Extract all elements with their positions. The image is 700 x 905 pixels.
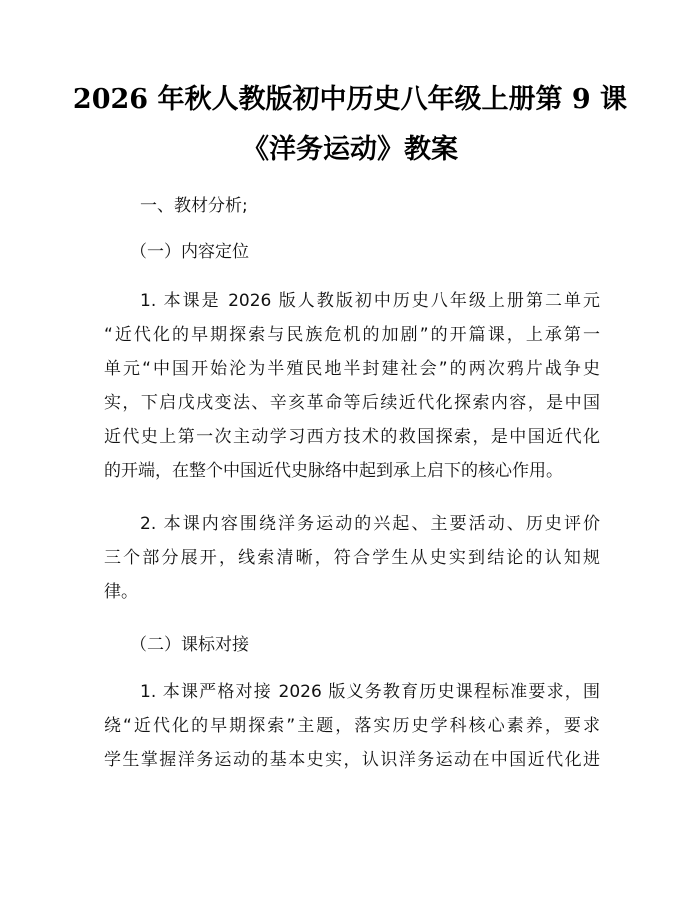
paragraph-line: 绕“近代化的早期探索”主题，落实历史学科核心素养，要求 — [104, 716, 600, 736]
paragraph-line: 单元“中国开始沦为半殖民地半封建社会”的两次鸦片战争史 — [104, 359, 600, 379]
paragraph-content-positioning-2 — [104, 507, 600, 609]
paragraph-content-positioning-1 — [104, 284, 600, 488]
subsection-heading-curriculum-alignment: （二）课标对接 — [130, 635, 249, 655]
paragraph-line: 1. 本课是 2026 版人教版初中历史八年级上册第二单元 — [140, 291, 600, 311]
document-title-line-1: 2026 年秋人教版初中历史八年级上册第 9 课 — [72, 84, 628, 115]
paragraph-curriculum-alignment-1 — [104, 675, 600, 777]
paragraph-line: 2. 本课内容围绕洋务运动的兴起、主要活动、历史评价 — [140, 514, 600, 534]
section-heading-textbook-analysis: 一、教材分析; — [140, 196, 248, 216]
document-title-line-2: 《洋务运动》教案 — [242, 134, 458, 165]
paragraph-line: 三个部分展开，线索清晰，符合学生从史实到结论的认知规 — [104, 548, 600, 568]
paragraph-line: 的开端，在整个中国近代史脉络中起到承上启下的核心作用。 — [104, 461, 563, 481]
paragraph-line: 近代史上第一次主动学习西方技术的救国探索，是中国近代化 — [104, 427, 600, 447]
subsection-heading-content-positioning: （一）内容定位 — [130, 242, 249, 262]
paragraph-line: 律。 — [104, 582, 138, 602]
paragraph-line: 1. 本课严格对接 2026 版义务教育历史课程标准要求，围 — [140, 682, 600, 702]
paragraph-line: “近代化的早期探索与民族危机的加剧”的开篇课，上承第一 — [104, 325, 600, 345]
paragraph-line: 实，下启戊戌变法、辛亥革命等后续近代化探索内容，是中国 — [104, 393, 600, 413]
paragraph-line: 学生掌握洋务运动的基本史实，认识洋务运动在中国近代化进 — [104, 750, 600, 770]
